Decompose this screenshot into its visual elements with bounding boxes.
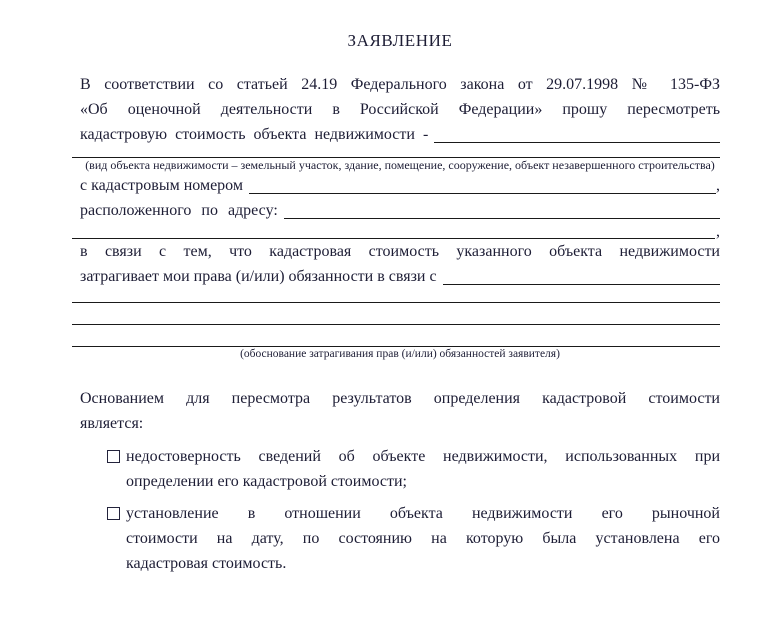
object-type-field-line-2 — [80, 147, 720, 158]
justification-underline-2[interactable] — [72, 324, 720, 325]
intro-paragraph — [80, 72, 720, 147]
reason-paragraph — [80, 239, 720, 289]
ground-option-2-line-3: кадастровая стоимость. — [126, 555, 287, 572]
cadastral-number-field[interactable] — [249, 193, 716, 194]
reason-line-1: в связи с тем, что кадастровая стоимость указанного объекта недвижимости — [80, 243, 720, 260]
justification-field-line-3 — [80, 325, 720, 347]
rights-reason-label: затрагивает мои права (и/или) обязанности в связи с — [80, 268, 437, 285]
document-title: ЗАЯВЛЕНИЕ — [347, 31, 453, 50]
justification-field-line-1 — [80, 289, 720, 303]
ground-option-market-value — [107, 501, 720, 576]
justification-caption: (обоснование затрагивания прав (и/или) обязанностей заявителя) — [240, 348, 560, 360]
ground-option-1-text — [126, 444, 720, 494]
grounds-paragraph — [80, 386, 720, 436]
grounds-line-2: является: — [80, 415, 144, 432]
cadastral-number-label: с кадастровым номером — [80, 177, 243, 194]
ground-option-2-text — [126, 501, 720, 576]
address-trailing-comma: , — [716, 223, 720, 240]
justification-field-line-2 — [80, 303, 720, 325]
object-type-caption: (вид объекта недвижимости – земельный участок, здание, помещение, сооружение, объект незавершенного строительства) — [85, 158, 715, 172]
cadastral-trailing-comma: , — [716, 177, 720, 194]
address-label: расположенного по адресу: — [80, 202, 278, 219]
intro-line-1: В соответствии со статьей 24.19 Федерального закона от 29.07.1998 № 135-ФЗ — [80, 76, 720, 93]
intro-line-2: «Об оценочной деятельности в Российской Федерации» прошу пересмотреть — [80, 101, 720, 118]
rights-reason-field[interactable] — [443, 284, 720, 285]
intro-line-3 — [80, 122, 720, 147]
checkbox-unreliable-data-icon[interactable] — [107, 450, 120, 463]
object-type-field[interactable] — [434, 142, 720, 143]
justification-underline-1[interactable] — [72, 302, 720, 303]
object-type-label: кадастровую стоимость объекта недвижимости - — [80, 126, 429, 143]
ground-option-unreliable-data — [107, 444, 720, 494]
address-row — [80, 198, 720, 223]
ground-option-2-line-2: стоимости на дату, по состоянию на которую была установлена его — [126, 530, 720, 547]
checkbox-market-value-icon[interactable] — [107, 507, 120, 520]
grounds-line-1: Основанием для пересмотра результатов определения кадастровой стоимости — [80, 390, 720, 407]
cadastral-number-row — [80, 173, 720, 198]
ground-option-2-line-1: установление в отношении объекта недвижимости его рыночной — [126, 505, 720, 522]
ground-option-1-line-2: определении его кадастровой стоимости; — [126, 473, 407, 490]
reason-line-2 — [80, 264, 720, 289]
ground-option-1-line-1: недостоверность сведений об объекте недвижимости, использованных при — [126, 448, 720, 465]
address-field[interactable] — [284, 218, 720, 219]
address-field-line-2 — [80, 223, 720, 239]
